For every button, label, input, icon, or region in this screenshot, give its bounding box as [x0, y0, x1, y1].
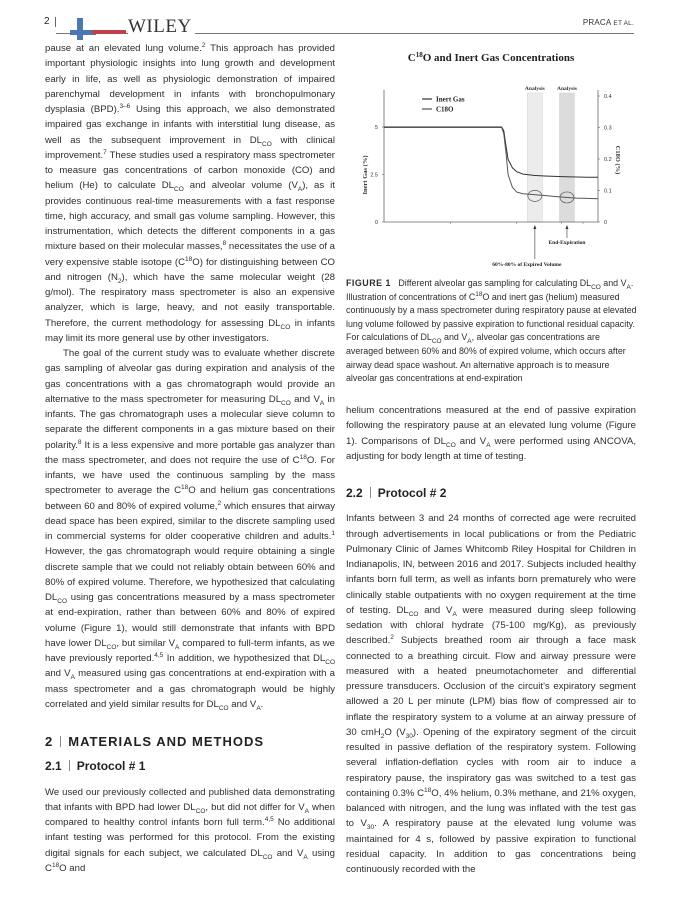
svg-text:5: 5	[374, 125, 378, 131]
right-column	[346, 403, 636, 877]
svg-text:0.3: 0.3	[604, 125, 612, 132]
intro-paragraph-2: The goal of the current study was to evaluate whether discrete gas sampling of alveolar gas during expiration and analysis of the gas concentrations with a gas chromatograph would provide an alternative to the mass spectrometer for measuring $DL_{CO}$ and $V_A$ in infants. The gas chromatograph uses a molecular sieve column to separate the different components in a gas mixture based on their polarity.$^8$ It is a less expensive and more portable gas analyzer than the mass spectrometer, and does not require the use of $C^{18}O$. For infants, we have used the continuous sampling by the mass spectrometer to average the $C^{18}O$ and helium gas concentrations between 60 and 80% of expired volume,$^2$ which ensures that airway dead space has been expired, similar to the discrete sampling used in commercial systems for older cooperative children and adults.$^1$ However, the gas chromatograph would require obtaining a single discrete sample that we could not reliably obtain between 60% and 80% of expired volume. Therefore, we hypothesized that calculating $DL_{CO}$ using gas concentrations measured by a mass spectrometer at end-expiration, rather than between 60% and 80% of expired volume (Figure 1), would still demonstrate that infants with BPD have lower $DL_{CO}$, but similar $V_A$ compared to full-term infants, as we have previously reported.$^{4,5}$ In addition, we hypothesized that $DL_{CO}$ and $V_A$ measured using gas concentrations at end-expiration with a mass spectrometer and a gas chromatograph would be highly correlated and yield similar results for $DL_{CO}$ and $V_A$.	[45, 348, 336, 712]
svg-text:Analysis: Analysis	[557, 86, 577, 92]
svg-text:C18O and Inert Gas Concentrati: $C^{18}O$ and Inert Gas Concentrations	[407, 51, 575, 64]
svg-text:C18O (%): C18O (%)	[614, 145, 621, 175]
intro-paragraph-1: pause at an elevated lung volume.$^2$ This approach has provided important physiologic insights into lung growth and development early in life, as well as physiologic demonstration of impaired parenchymal development in infants with bronchopulmonary dysplasia (BPD).$^{3-6}$ Using this approach, we also demonstrated impaired gas exchange in infants with interstitial lung disease, as well as the subsequent improvement in $DL_{CO}$ with clinical improvement.$^7$ These studies used a respiratory mass spectrometer to measure gas concentrations of carbon monoxide (CO) and helium (He) to calculate $DL_{CO}$ and alveolar volume $(V_A)$, as it provides continuous real-time measurements with a fast response time, high accuracy, and small gas volume sampling. However, this instrumentation, which detects the different components in a gas mixture based on their molecular masses,$^8$ necessitates the use of a very expensive stable isotope $(C^{18}O)$ for distinguishing between CO and nitrogen $(N_2)$, which have the same molecular weight (28 g/mol). The respiratory mass spectrometer is also an expensive analyzer, which is large, heavy, and not easily transportable. Therefore, the current methodology for assessing $DL_{CO}$ in infants may limit its more general use by other investigators.	[45, 41, 336, 344]
protocol-2-paragraph: Infants between 3 and 24 months of corrected age were recruited through advertisements in local publications or from the Pediatric Pulmonary Clinic of James Whitcomb Riley Hospital for Children in Indianapolis, IN, between 2016 and 2017. Subjects included healthy infants born full term, as well as infants born prematurely who were clinically stable outpatients with no oxygen requirement at the time of testing. $DL_{CO}$ and $V_A$ were measured during sleep following sedation with chloral hydrate (75-100 mg/Kg), as previously described.$^2$ Subjects breathed room air through a face mask connected to a breathing circuit. Flow and airway pressure were measured with a heated pneumotachometer and differential pressure transducers. Occlusion of the circuit's expiratory segment allowed a 20 L per minute (LPM) bias flow of compressed air to inflate the respiratory system to a volume at an airway pressure of 30 cmH$_2$O $(V_{30})$. Opening of the expiratory segment of the circuit resulted in passive deflation of the respiratory system. Following several inflation-deflation cycles with room air to induce a respiratory pause, the inspiratory gas was switched to a test gas containing 0.3% $C^{18}O$, 4% helium, 0.3% methane, and 21% oxygen, balanced with nitrogen, and the lung was inflated with the test gas to $V_{30}$. A respiratory pause at the elevated lung volume was maintained for 4 s, followed by passive expiration to functional residual capacity. In addition to gas concentrations being continuously recorded with the	[346, 513, 637, 875]
svg-text:0.1: 0.1	[604, 188, 612, 195]
svg-text:0: 0	[374, 220, 378, 226]
figure-label: FIGURE 1	[346, 278, 391, 288]
running-head: PRACA ET AL.	[582, 18, 634, 27]
subsection-heading-protocol-2: 2.2 Protocol # 2	[346, 486, 447, 500]
svg-text:Inert Gas (%): Inert Gas (%)	[362, 155, 369, 195]
svg-text:C18O: C18O	[436, 105, 454, 114]
figure-1-chart	[346, 40, 636, 270]
journal-logo-bar	[92, 30, 126, 34]
figure-1-caption	[346, 277, 638, 386]
publisher-logo: WILEY	[128, 16, 195, 38]
section-heading-materials-methods: 2 MATERIALS AND METHODS	[45, 734, 265, 749]
svg-text:60%-80% of Expired Volume: 60%-80% of Expired Volume	[492, 262, 562, 268]
figure-caption-text: Different alveolar gas sampling for calculating $DL_{CO}$ and $V_A$. Illustration of concentrations of $C^{18}O$ and inert gas (helium) measured continuously by a mass spectrometer during respiratory pause at elevated lung volume followed by passive expiration to functional residual capacity. For calculations of $DL_{CO}$ and $V_A$, alveolar gas concentrations are averaged between 60% and 80% of expired volume, which occurs after airway dead space washout. An alternative approach is to measure alveolar gas concentrations at end-expiration	[346, 278, 637, 384]
journal-cross-logo-icon	[70, 18, 96, 40]
svg-text:Inert Gas: Inert Gas	[436, 95, 465, 104]
svg-text:Analysis: Analysis	[524, 86, 545, 92]
page-number: 2	[44, 16, 50, 27]
page-header	[44, 14, 634, 36]
subsection-heading-protocol-1: 2.1 Protocol # 1	[45, 759, 146, 774]
svg-text:0.4: 0.4	[604, 94, 612, 100]
svg-text:0: 0	[604, 220, 608, 226]
svg-text:2.5: 2.5	[370, 172, 378, 179]
protocol-1-continuation: helium concentrations measured at the end of passive expiration following the respiratory pause at an elevated lung volume (Figure 1). Comparisons of $DL_{CO}$ and $V_A$ were performed using ANCOVA, adjusting for body length at time of testing.	[346, 405, 636, 462]
protocol-1-paragraph: We used our previously collected and published data demonstrating that infants with BPD had lower $DL_{CO}$, but did not differ for $V_A$ when compared to healthy control infants born full term.$^{4,5}$ No additional infant testing was performed for this protocol. From the existing digital signals for each subject, we calculated $DL_{CO}$ and $V_A$ using $C^{18}O$ and	[45, 786, 336, 874]
svg-text:0.2: 0.2	[604, 157, 612, 163]
left-column	[45, 41, 335, 876]
header-separator	[55, 17, 56, 27]
svg-text:End-Expiration: End-Expiration	[548, 240, 586, 246]
